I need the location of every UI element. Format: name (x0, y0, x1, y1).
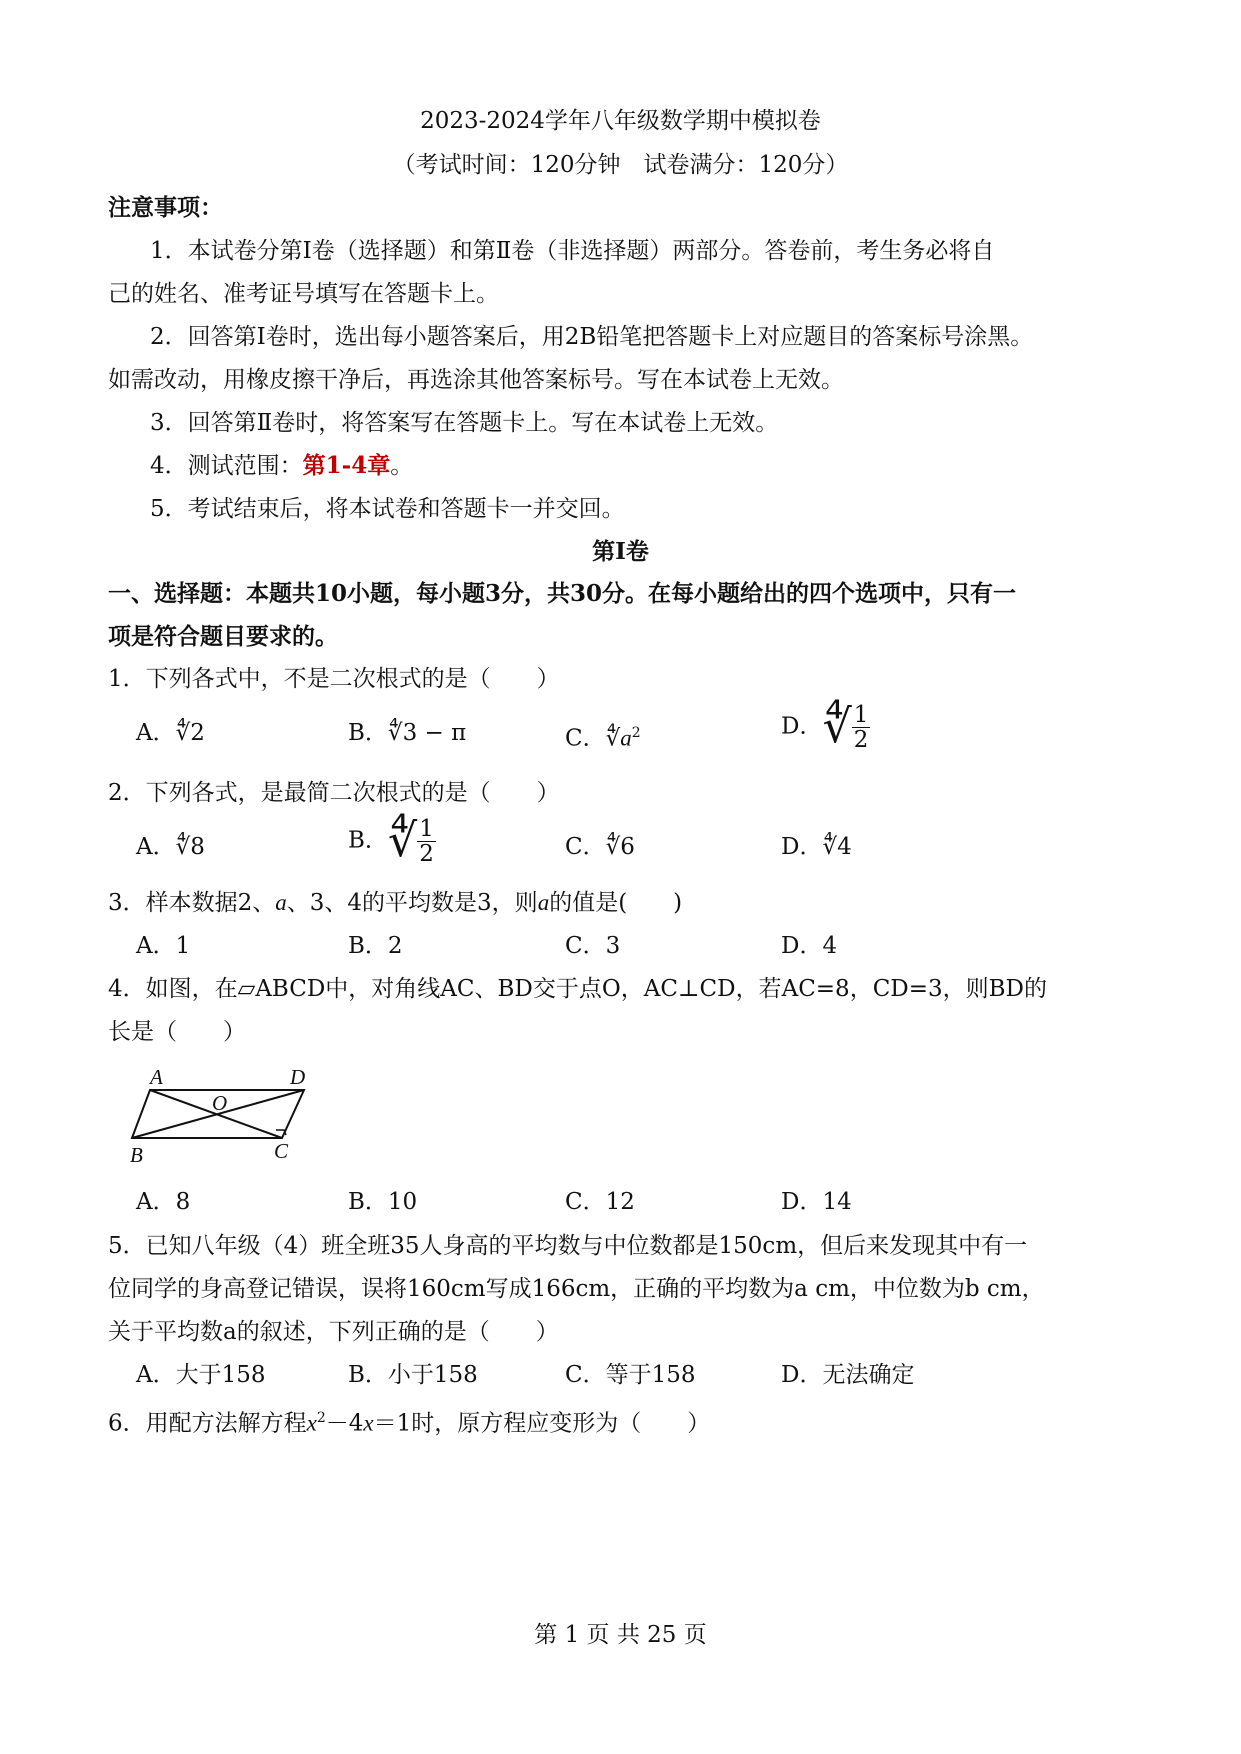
section-heading-a: 一、选择题：本题共10小题，每小题3分，共30分。在每小题给出的四个选项中，只有一 (108, 580, 1017, 607)
radical-icon: ∜ (822, 834, 838, 859)
q1-option-a: A．∜2 (136, 720, 205, 746)
radical-icon: ∜ (387, 815, 418, 867)
test-range: 第1-4章 (302, 452, 391, 479)
q1-option-b: B．∜3 − π (348, 720, 467, 746)
q4-stem-b: 长是（ ） (108, 1019, 246, 1045)
notice-item-2b: 如需改动，用橡皮擦干净后，再选涂其他答案标号。写在本试卷上无效。 (108, 367, 844, 393)
notice-item-2a: 2．回答第Ⅰ卷时，选出每小题答案后，用2B铅笔把答题卡上对应题目的答案标号涂黑。 (150, 324, 1034, 350)
radical-icon: ∜ (605, 725, 621, 751)
q1-option-c: C．$∜a^2$ (565, 725, 641, 752)
q2-option-c: C．∜6 (565, 834, 635, 860)
label-d: D (290, 1065, 306, 1089)
q5-option-a: A．大于158 (136, 1362, 266, 1388)
q3-option-d: D．4 (781, 933, 838, 959)
q4-option-d: D．14 (781, 1189, 852, 1215)
radical-icon: ∜ (175, 720, 191, 745)
q5-stem-c: 关于平均数a的叙述，下列正确的是（ ） (108, 1319, 559, 1345)
notice-item-4 (150, 451, 413, 481)
label-a: A (150, 1065, 163, 1089)
q4-stem-a: 4．如图，在▱ABCD中，对角线AC、BD交于点O，AC⊥CD，若AC=8，CD=3，则BD的 (108, 976, 1047, 1002)
q2-option-b: B．∜ $\frac{1}{2}$ (348, 815, 434, 867)
q5-option-c: C．等于158 (565, 1362, 696, 1388)
exam-title: 2023-2024学年八年级数学期中模拟卷 (420, 108, 821, 134)
q4-option-b: B．10 (348, 1189, 418, 1215)
q4-option-c: C．12 (565, 1189, 635, 1215)
label-b: B (130, 1143, 143, 1167)
q5-stem-a: 5．已知八年级（4）班全班35人身高的平均数与中位数都是150cm，但后来发现其中有一 (108, 1233, 1028, 1259)
fraction: $\frac{1}{2}$ (853, 702, 869, 753)
notice-item-4-prefix: 4．测试范围： (150, 453, 303, 479)
q1-stem: 1．下列各式中，不是二次根式的是（ ） (108, 666, 560, 692)
exam-subtitle: （考试时间：120分钟 试卷满分：120分） (392, 152, 849, 178)
section-title: 第Ⅰ卷 (592, 538, 649, 565)
parallelogram-figure (120, 1060, 340, 1170)
section-heading-b: 项是符合题目要求的。 (108, 623, 338, 650)
fraction: $\frac{1}{2}$ (419, 816, 434, 867)
radical-icon: ∜ (822, 701, 852, 753)
notice-item-4-suffix: 。 (390, 453, 414, 479)
q6-stem: 6．用配方法解方程$x^2-4x=1$时，原方程应变形为（ ） (108, 1410, 711, 1437)
q2-option-d: D．∜4 (781, 834, 852, 860)
q3-option-b: B．2 (348, 933, 403, 959)
notice-item-1b: 己的姓名、准考证号填写在答题卡上。 (108, 281, 499, 307)
q2-stem: 2．下列各式，是最简二次根式的是（ ） (108, 780, 560, 806)
q5-option-b: B．小于158 (348, 1362, 478, 1388)
radical-icon: ∜ (387, 720, 403, 745)
q3-option-a: A．1 (136, 933, 191, 959)
radical-icon: ∜ (175, 834, 191, 859)
notice-item-1a: 1．本试卷分第Ⅰ卷（选择题）和第Ⅱ卷（非选择题）两部分。答卷前，考生务必将自 (150, 238, 995, 264)
q1-option-d: D．∜ $\frac{1}{2}$ (781, 701, 869, 753)
notice-item-5: 5．考试结束后，将本试卷和答题卡一并交回。 (150, 496, 625, 522)
q5-option-d: D．无法确定 (781, 1362, 915, 1388)
label-c: C (274, 1139, 289, 1163)
notice-item-3: 3．回答第Ⅱ卷时，将答案写在答题卡上。写在本试卷上无效。 (150, 410, 779, 436)
radical-icon: ∜ (605, 834, 621, 859)
q3-option-c: C．3 (565, 933, 621, 959)
q5-stem-b: 位同学的身高登记错误，误将160cm写成166cm，正确的平均数为a cm，中位数为b cm， (108, 1276, 1045, 1302)
page-footer: 第 1 页 共 25 页 (534, 1622, 707, 1648)
q4-option-a: A．8 (136, 1189, 191, 1215)
q2-option-a: A．∜8 (136, 834, 205, 860)
q3-stem: 3．样本数据2、a、3、4的平均数是3，则a的值是( ) (108, 890, 683, 916)
label-o: O (212, 1091, 228, 1115)
notice-heading: 注意事项： (108, 194, 223, 221)
